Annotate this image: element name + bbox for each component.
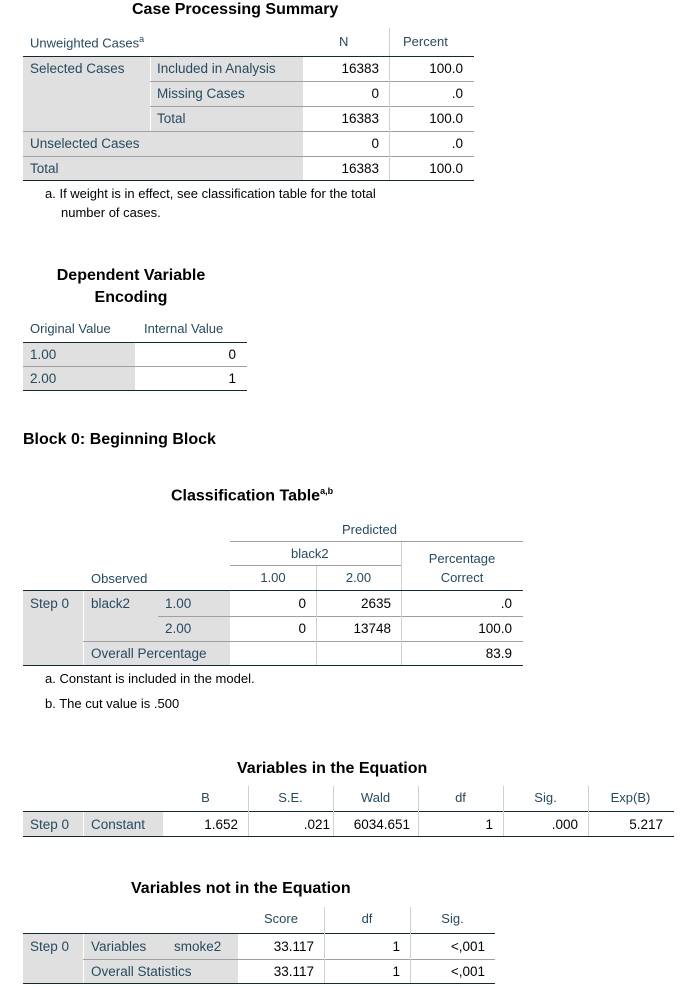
cell-value: .0 — [451, 86, 463, 101]
divider — [316, 566, 317, 590]
cell-value: 1 — [392, 964, 400, 979]
divider — [83, 591, 84, 665]
divider — [158, 616, 523, 617]
divider — [23, 156, 474, 157]
row-label: Total — [157, 111, 186, 126]
constant-label: Constant — [91, 817, 146, 832]
cell-value: 16383 — [341, 61, 379, 76]
pct-correct-header: Correct — [440, 570, 484, 585]
cell-value: 100.0 — [478, 621, 512, 636]
col-header: df — [455, 790, 466, 805]
dependent-encoding-title: Dependent Variable — [56, 267, 206, 284]
cell-value: 0 — [298, 621, 306, 636]
cell-value: 1 — [485, 817, 493, 832]
cell-value: 100.0 — [429, 111, 463, 126]
percent-header: Percent — [403, 34, 448, 49]
cell-value: <,001 — [450, 964, 485, 979]
col-header: Sig. — [534, 790, 557, 805]
divider — [150, 57, 151, 131]
divider — [401, 591, 402, 665]
divider — [316, 591, 317, 665]
footnote: a. If weight is in effect, see classification table for the total — [45, 186, 376, 201]
pct-correct-header: Percentage — [428, 551, 496, 566]
col-header: Score — [264, 911, 298, 926]
footnote: a. Constant is included in the model. — [45, 671, 255, 686]
cell-value: 33.117 — [273, 939, 314, 954]
row-label: 2.00 — [165, 621, 192, 636]
selected-cases-label: Selected Cases — [30, 61, 125, 76]
divider — [389, 57, 390, 180]
step-label: Step 0 — [30, 596, 70, 611]
case-processing-title: Case Processing Summary — [132, 1, 339, 18]
cell-value: 6034.651 — [353, 817, 410, 832]
predicted-header: Predicted — [342, 522, 397, 537]
cell-value: 0 — [371, 86, 379, 101]
unweighted-cases-header: Unweighted Cases$^a$ — [30, 34, 145, 51]
cell-value: .021 — [303, 817, 330, 832]
row-label: 1.00 — [30, 347, 57, 362]
row-label: 1.00 — [165, 596, 192, 611]
cell-value: 0 — [298, 596, 306, 611]
divider — [83, 641, 523, 642]
overall-percentage-label: Overall Percentage — [91, 646, 207, 661]
unselected-cases-label: Unselected Cases — [30, 136, 140, 151]
divider — [23, 180, 474, 181]
overall-statistics-label: Overall Statistics — [91, 964, 192, 979]
col-header: S.E. — [278, 790, 303, 805]
divider — [23, 131, 474, 132]
cell-value: 33.117 — [273, 964, 314, 979]
divider — [389, 28, 390, 56]
variables-label: Variables — [91, 939, 147, 954]
cell-value: .000 — [551, 817, 578, 832]
divider — [588, 786, 589, 836]
cell-value: 5.217 — [629, 817, 663, 832]
block-heading: Block 0: Beginning Block — [23, 431, 216, 448]
row-label: Missing Cases — [157, 86, 245, 101]
observed-header: Observed — [91, 571, 148, 586]
var-label: black2 — [91, 596, 131, 611]
col-header: B — [201, 790, 210, 805]
divider — [324, 907, 325, 983]
cell-value: 2635 — [360, 596, 391, 611]
divider — [83, 959, 495, 960]
cell-value: 83.9 — [485, 646, 512, 661]
cell-value: .0 — [500, 596, 512, 611]
col-header: df — [361, 911, 373, 926]
divider — [230, 541, 523, 542]
cell-value: 100.0 — [429, 161, 463, 176]
n-header: N — [339, 34, 349, 49]
col-header: Exp(B) — [610, 790, 651, 805]
classification-title: Classification Table$^{a,b}$ — [171, 486, 334, 505]
col-header: Wald — [360, 790, 391, 805]
divider — [23, 836, 674, 837]
col-header: 2.00 — [345, 570, 372, 585]
total-label: Total — [30, 161, 59, 176]
divider — [150, 106, 474, 107]
divider — [503, 786, 504, 836]
cell-value: .0 — [451, 136, 463, 151]
divider — [248, 786, 249, 836]
col-header: Sig. — [441, 911, 464, 926]
internal-value-header: Internal Value — [144, 321, 224, 336]
row-label: Included in Analysis — [157, 61, 276, 76]
divider — [23, 665, 523, 666]
divider — [83, 812, 84, 836]
variables-in-title: Variables in the Equation — [237, 760, 428, 777]
cell-value: 1 — [228, 371, 236, 386]
divider — [150, 81, 474, 82]
cell-value: 1.652 — [204, 817, 238, 832]
original-value-header: Original Value — [30, 321, 111, 336]
divider — [410, 907, 411, 983]
divider — [333, 786, 334, 836]
row-label: 2.00 — [30, 371, 57, 386]
divider — [401, 542, 402, 590]
footnote: number of cases. — [61, 205, 161, 220]
footnote: b. The cut value is .500 — [45, 696, 180, 711]
step-label: Step 0 — [30, 817, 70, 832]
cell-value: 0 — [228, 347, 236, 362]
cell-value: 1 — [392, 939, 400, 954]
divider — [23, 390, 247, 391]
black2-header: black2 — [291, 546, 329, 561]
divider — [23, 983, 495, 984]
divider — [418, 786, 419, 836]
cell-value: 0 — [371, 136, 379, 151]
cell-value: 100.0 — [429, 61, 463, 76]
cell-value: 16383 — [341, 111, 379, 126]
divider — [23, 366, 247, 367]
row-label: smoke2 — [174, 939, 222, 954]
cell-value: <,001 — [450, 939, 485, 954]
dependent-encoding-title: Encoding — [94, 289, 168, 306]
cell-value: 16383 — [341, 161, 379, 176]
variables-not-in-title: Variables not in the Equation — [131, 880, 351, 897]
cell-value: 13748 — [353, 621, 391, 636]
col-header: 1.00 — [260, 570, 286, 585]
step-label: Step 0 — [30, 939, 70, 954]
